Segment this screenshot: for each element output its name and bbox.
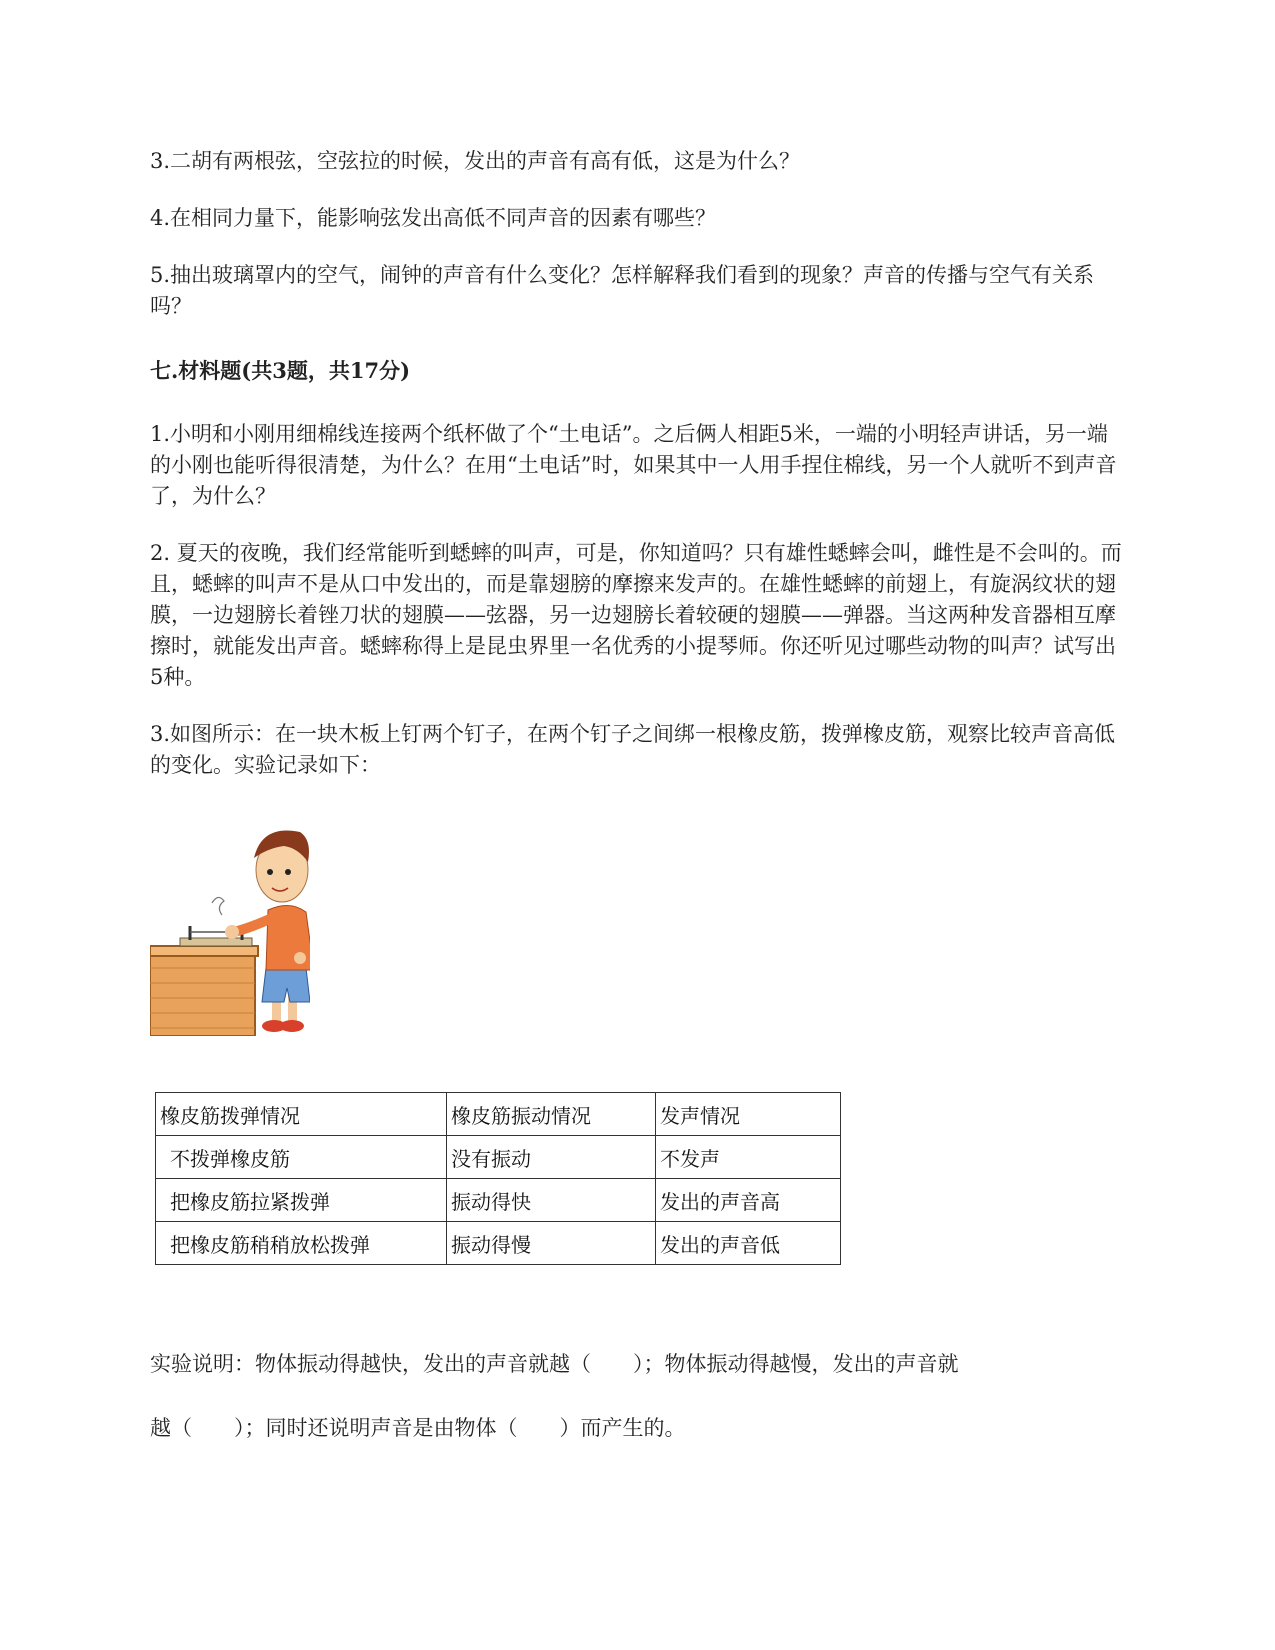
document-body (150, 146, 1125, 781)
table-cell: 振动得快 (447, 1179, 656, 1222)
table-cell: 发出的声音低 (656, 1222, 841, 1265)
table-header-row (156, 1093, 841, 1136)
table-cell: 把橡皮筋拉紧拨弹 (156, 1179, 447, 1222)
table-header-cell: 橡皮筋振动情况 (447, 1093, 656, 1136)
experiment-explanation-line-1: 实验说明：物体振动得越快，发出的声音就越（ ）；物体振动得越慢，发出的声音就 (150, 1352, 959, 1376)
table-cell: 不发声 (656, 1136, 841, 1179)
table-row (156, 1179, 841, 1222)
table-cell: 没有振动 (447, 1136, 656, 1179)
table-cell: 不拨弹橡皮筋 (156, 1136, 447, 1179)
table-header-cell: 发声情况 (656, 1093, 841, 1136)
section-title: 七.材料题(共3题，共17分) (150, 358, 411, 383)
question-4: 4.在相同力量下，能影响弦发出高低不同声音的因素有哪些？ (150, 206, 717, 230)
table-cell: 把橡皮筋稍稍放松拨弹 (156, 1222, 447, 1265)
question-5: 5.抽出玻璃罩内的空气，闹钟的声音有什么变化？怎样解释我们看到的现象？声音的传播与空气有关系吗？ (150, 263, 1095, 318)
experiment-record-table (155, 1092, 841, 1265)
table-row (156, 1136, 841, 1179)
table-row (156, 1222, 841, 1265)
material-question-3: 3.如图所示：在一块木板上钉两个钉子，在两个钉子之间绑一根橡皮筋，拨弹橡皮筋，观察比较声音高低的变化。实验记录如下： (150, 722, 1116, 777)
material-question-2: 2. 夏天的夜晚，我们经常能听到蟋蟀的叫声，可是，你知道吗？只有雄性蟋蟀会叫，雌性是不会叫的。而且，蟋蟀的叫声不是从口中发出的，而是靠翅膀的摩擦来发声的。在雄性蟋蟀的前翅上，有旋涡纹状的翅膜，一边翅膀长着锉刀状的翅膜——弦器，另一边翅膀长着较硬的翅膜——弹器。当这两种发音器相互摩擦时，就能发出声音。蟋蟀称得上是昆虫界里一名优秀的小提琴师。你还听见过哪些动物的叫声？试写出5种。 (150, 541, 1122, 689)
table-cell: 振动得慢 (447, 1222, 656, 1265)
table-cell: 发出的声音高 (656, 1179, 841, 1222)
experiment-illustration (150, 828, 310, 1036)
material-question-1: 1.小明和小刚用细棉线连接两个纸杯做了个“土电话”。之后俩人相距5米，一端的小明轻声讲话，另一端的小刚也能听得很清楚，为什么？在用“土电话”时，如果其中一人用手捏住棉线，另一个人就听不到声音了，为什么？ (150, 422, 1117, 508)
table-header-cell: 橡皮筋拨弹情况 (156, 1093, 447, 1136)
experiment-explanation (150, 1332, 1125, 1460)
question-3: 3.二胡有两根弦，空弦拉的时候，发出的声音有高有低，这是为什么？ (150, 149, 801, 173)
experiment-explanation-line-2: 越（ ）；同时还说明声音是由物体（ ）而产生的。 (150, 1416, 686, 1440)
